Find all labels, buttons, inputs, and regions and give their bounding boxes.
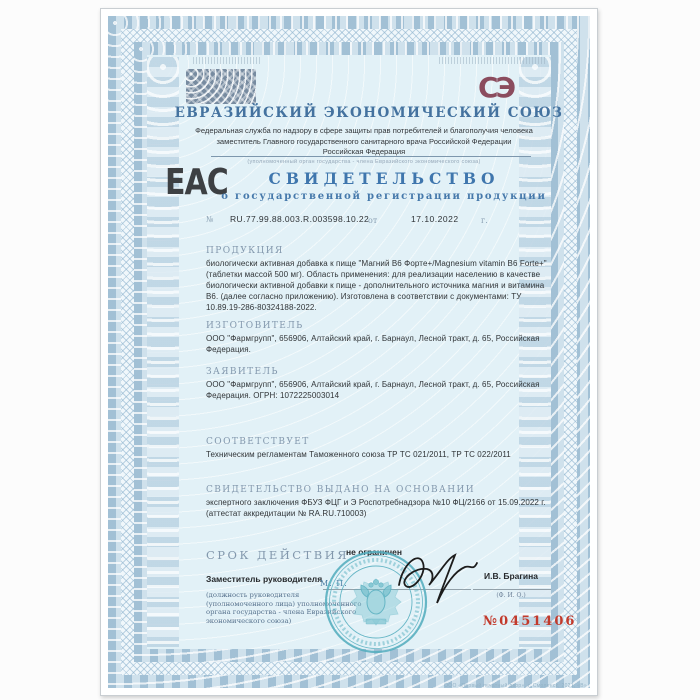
certificate-sheet [100, 8, 598, 696]
guilloche-pattern-block [186, 69, 256, 104]
validity-label: СРОК ДЕЙСТВИЯ [206, 548, 350, 562]
section-product [206, 246, 553, 313]
section-title: ПРОДУКЦИЯ [206, 246, 284, 256]
section-body: экспертного заключения ФБУЗ ФЦГ и Э Роспотребнадзора №10 ФЦ/2166 от 15.09.2022 г. (аттестат аккредитации № RA.RU.710003) [206, 498, 546, 518]
document-subtitle: о государственной регистрации продукции [221, 191, 547, 202]
section-manufacturer [206, 321, 553, 355]
microtext-strip-right [439, 57, 545, 64]
stamp-place-note: М. П. [320, 579, 348, 588]
section-title: ИЗГОТОВИТЕЛЬ [206, 321, 304, 331]
signer-position: Заместитель руководителя [206, 574, 323, 584]
authority-line-2: заместитель Главного государственного санитарного врача Российской Федерации [216, 136, 512, 146]
position-note: (должность руководителя (уполномоченного лица) уполномоченного органа государства - члена Евразийского экономического союза) [206, 591, 362, 625]
name-note: (Ф. И. О.) [496, 592, 526, 599]
year-label: г. [481, 216, 488, 225]
section-compliance [206, 437, 553, 460]
section-body: биологически активная добавка к пище "Магний В6 Форте+/Magnesium vitamin B6 Forte+" (таблетки массой 500 мг). Область применения: для реализации населению в качестве биологически активной добавки к пище - дополнительного источника магния и витамина В6. (далее согласно приложению). Изготовлена в соответствии с документами: ТУ 10.89.19-286-80324188-2022. [206, 259, 547, 312]
section-title: ЗАЯВИТЕЛЬ [206, 367, 279, 377]
signer-name: И.В. Брагина [484, 571, 538, 581]
authority-line-3: Российская Федерация [322, 147, 406, 156]
authority-line-1: Федеральная служба по надзору в сфере защиты прав потребителей и благополучия человека [195, 126, 533, 135]
header-divider [211, 156, 531, 157]
section-title: СООТВЕТСТВУЕТ [206, 437, 310, 447]
document-title: СВИДЕТЕЛЬСТВО [268, 169, 500, 188]
section-title: СВИДЕТЕЛЬСТВО ВЫДАНО НА ОСНОВАНИИ [206, 485, 476, 495]
printer-imprint: ООО «Первый печатный двор», г. Смоленск, 2021, «В» [444, 683, 587, 689]
section-applicant [206, 367, 553, 401]
section-body: ООО "Фармгрупп", 656906, Алтайский край, г. Барнаул, Лесной тракт, д. 65, Российская Федерация. ОГРН: 1072225003014 [206, 380, 540, 400]
registration-date: 17.10.2022 [411, 214, 459, 224]
date-label: от [368, 216, 378, 225]
microtext-strip-left [193, 57, 261, 64]
signature-scrawl-icon [389, 541, 485, 613]
number-label: № [206, 215, 214, 224]
authority-note: (уполномоченный орган государства - члена Евразийского экономического союза) [247, 159, 481, 165]
section-basis [206, 485, 553, 519]
section-body: ООО "Фармгрупп", 656906, Алтайский край, г. Барнаул, Лесной тракт, д. 65, Российская Федерация. [206, 334, 540, 354]
eac-conformity-mark-icon: ЕАС [165, 162, 228, 204]
union-title: ЕВРАЗИЙСКИЙ ЭКОНОМИЧЕСКИЙ СОЮЗ [174, 105, 564, 121]
validity-value: не ограничен [346, 547, 403, 557]
serial-number: №0451406 [483, 614, 577, 629]
registration-number: RU.77.99.88.003.R.003598.10.22 [230, 214, 370, 224]
se-logo-icon: СЭ [478, 71, 514, 104]
section-body: Техническим регламентам Таможенного союза ТР ТС 021/2011, ТР ТС 022/2011 [206, 450, 511, 459]
left-ribbon-decor [147, 57, 179, 647]
